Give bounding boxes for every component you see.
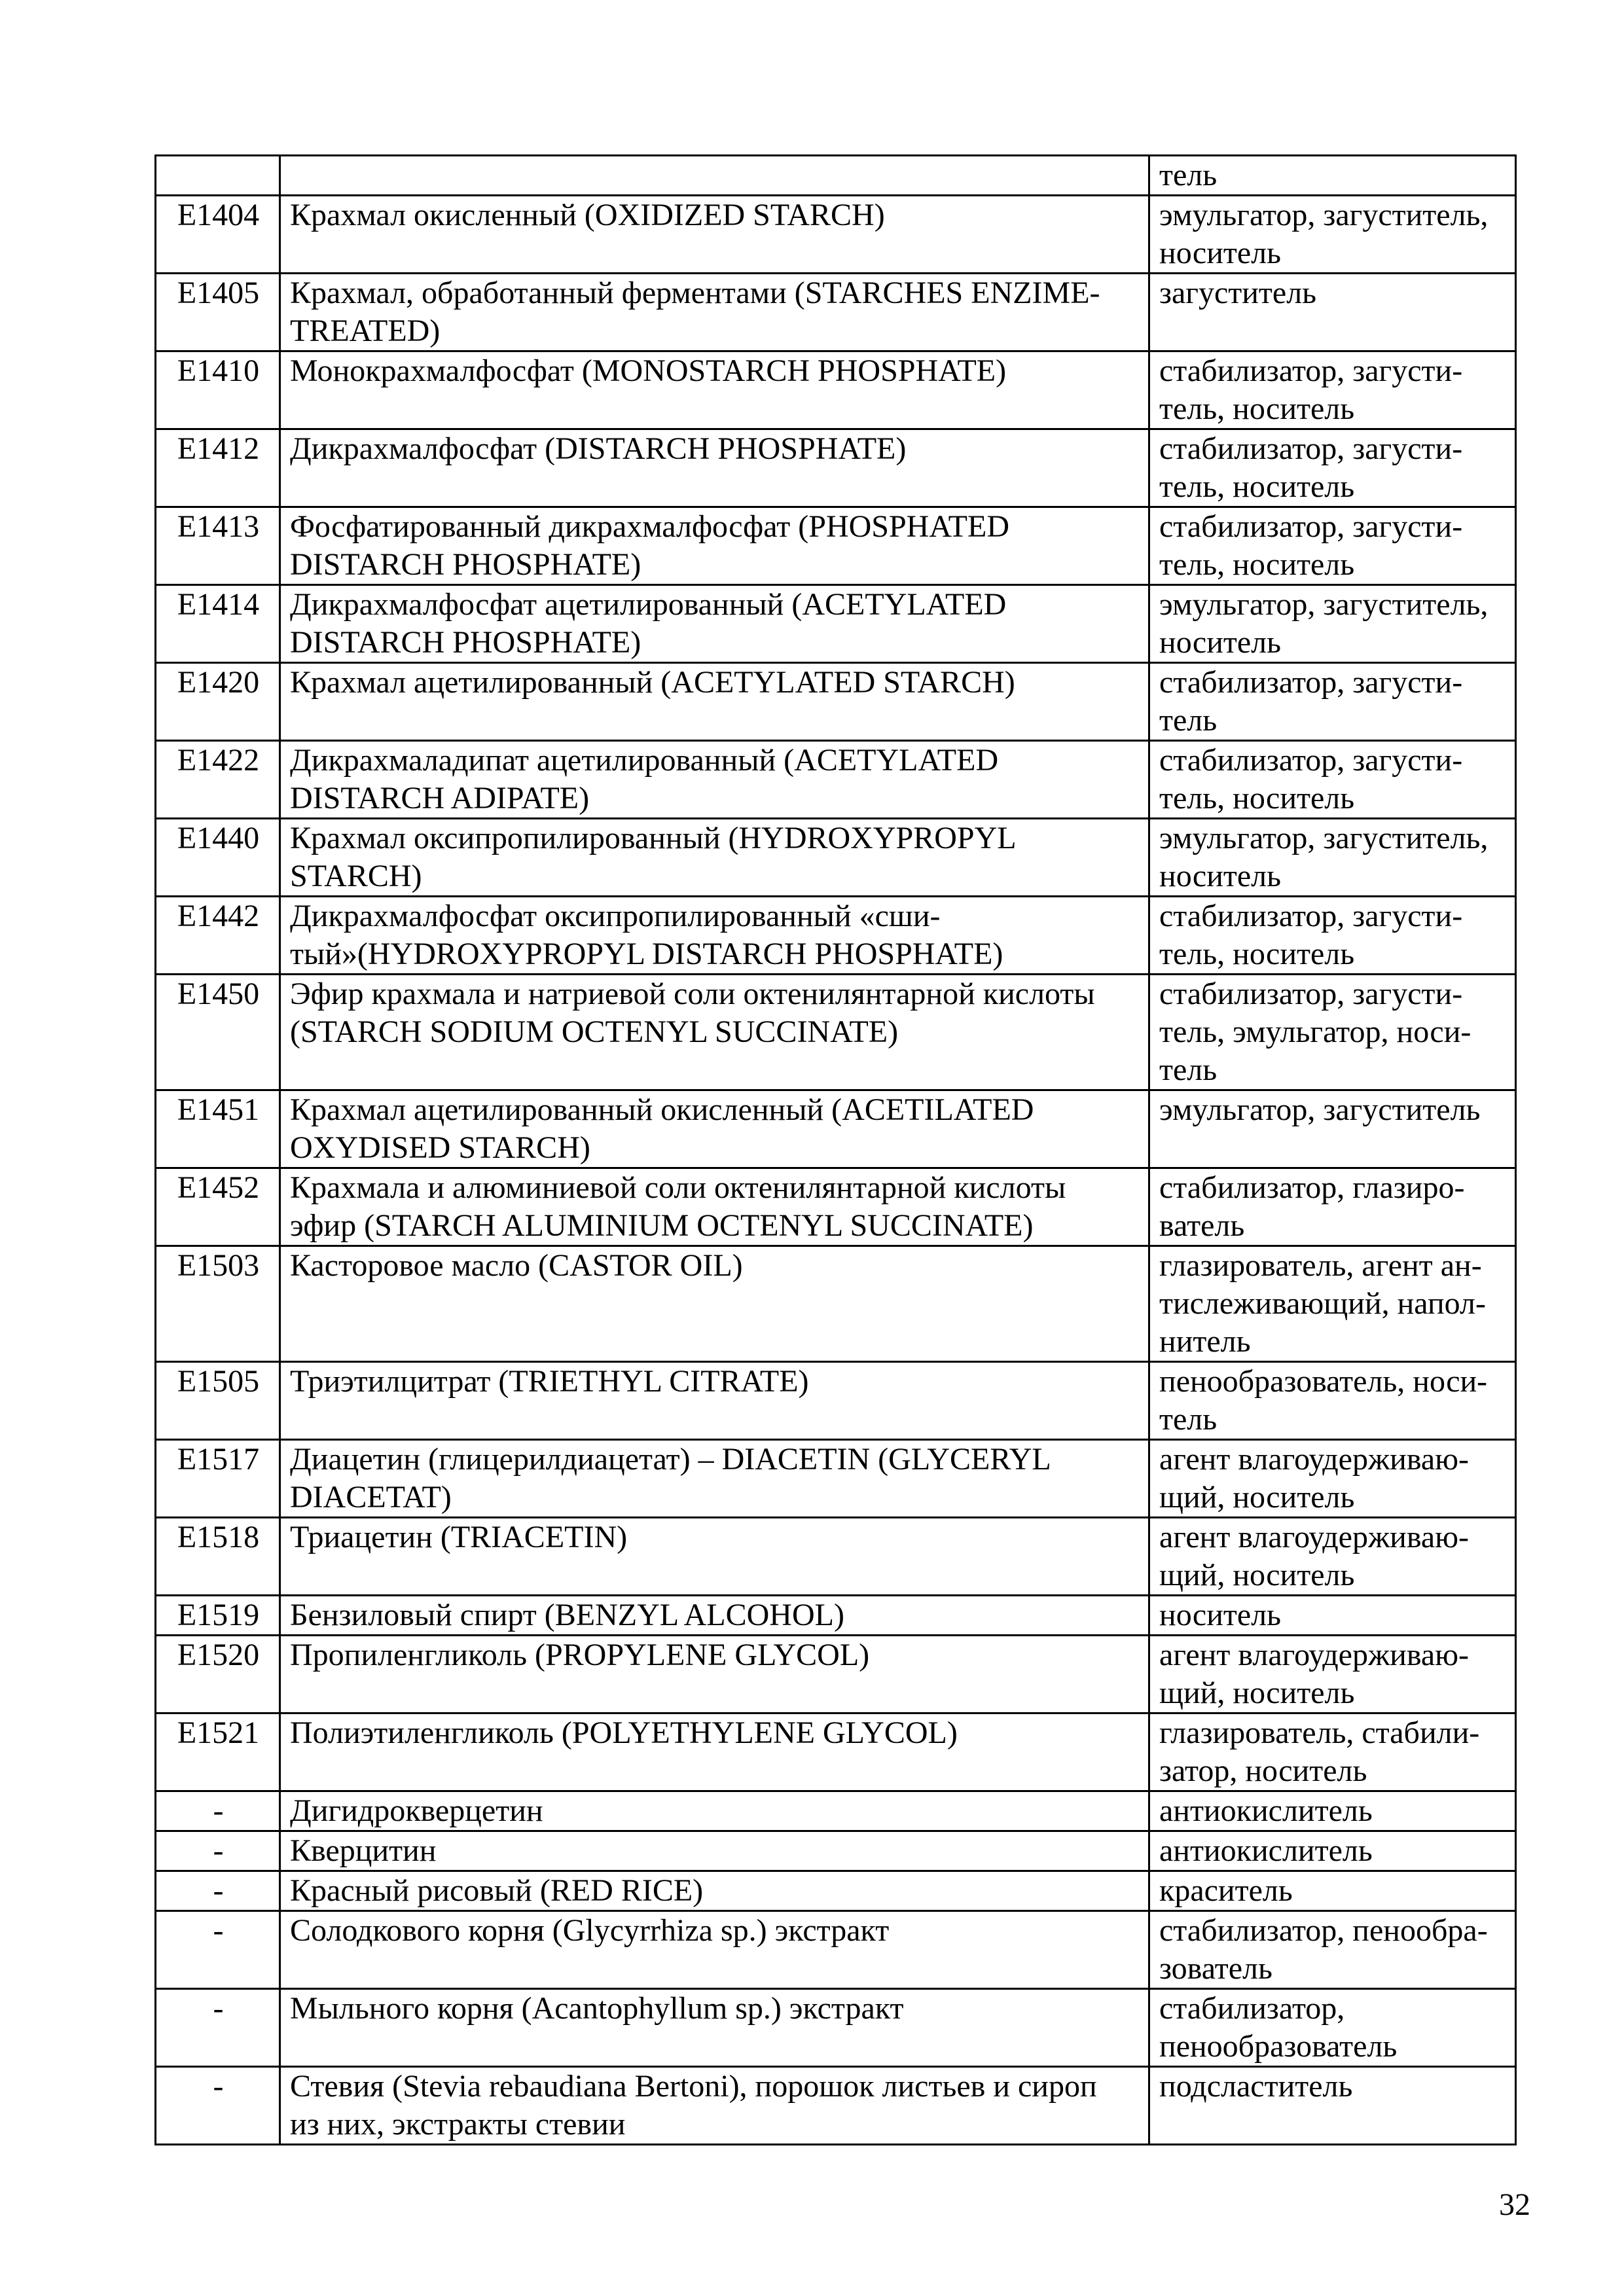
- food-additives-table: [154, 154, 1517, 2145]
- additive-name-cell: Крахмал ацетилированный (ACETYLATED STARCH): [280, 663, 1149, 741]
- additive-code-cell: E1503: [156, 1246, 280, 1362]
- technological-function-cell: загуститель: [1149, 274, 1516, 351]
- additive-name-cell: Эфир крахмала и натриевой соли октенилянтарной кислоты (STARCH SODIUM OCTENYL SUCCINATE): [280, 975, 1149, 1090]
- additive-name-cell: Монокрахмалфосфат (MONOSTARCH PHOSPHATE): [280, 351, 1149, 429]
- technological-function-cell: стабилизатор, загусти- тель, носитель: [1149, 741, 1516, 819]
- additive-code-cell: E1450: [156, 975, 280, 1090]
- technological-function-cell: эмульгатор, загуститель, носитель: [1149, 819, 1516, 897]
- table-row: [156, 1713, 1516, 1791]
- additive-name-cell: Дикрахмаладипат ацетилированный (ACETYLATED DISTARCH ADIPATE): [280, 741, 1149, 819]
- table-row: [156, 196, 1516, 274]
- table-row: [156, 156, 1516, 196]
- additive-code-cell: E1404: [156, 196, 280, 274]
- table-row: [156, 1989, 1516, 2067]
- additive-code-cell: -: [156, 1871, 280, 1911]
- technological-function-cell: пенообразователь, носи- тель: [1149, 1362, 1516, 1440]
- technological-function-cell: стабилизатор, пенообразователь: [1149, 1989, 1516, 2067]
- technological-function-cell: носитель: [1149, 1596, 1516, 1636]
- additive-name-cell: Крахмала и алюминиевой соли октенилянтарной кислоты эфир (STARCH ALUMINIUM OCTENYL SUCCINATE): [280, 1168, 1149, 1246]
- table-row: [156, 1362, 1516, 1440]
- additive-code-cell: E1420: [156, 663, 280, 741]
- additive-name-cell: Крахмал ацетилированный окисленный (ACETILATED OXYDISED STARCH): [280, 1090, 1149, 1168]
- additive-name-cell: Бензиловый спирт (BENZYL ALCOHOL): [280, 1596, 1149, 1636]
- table-row: [156, 274, 1516, 351]
- technological-function-cell: эмульгатор, загуститель: [1149, 1090, 1516, 1168]
- additive-code-cell: E1405: [156, 274, 280, 351]
- additive-code-cell: E1422: [156, 741, 280, 819]
- technological-function-cell: глазирователь, агент ан- тислеживающий, напол- нитель: [1149, 1246, 1516, 1362]
- technological-function-cell: стабилизатор, загусти- тель, носитель: [1149, 507, 1516, 585]
- additive-name-cell: Фосфатированный дикрахмалфосфат (PHOSPHATED DISTARCH PHOSPHATE): [280, 507, 1149, 585]
- additive-name-cell: Крахмал, обработанный ферментами (STARCHES ENZIME- TREATED): [280, 274, 1149, 351]
- additive-code-cell: E1440: [156, 819, 280, 897]
- additive-name-cell: [280, 156, 1149, 196]
- additive-code-cell: -: [156, 1831, 280, 1871]
- table-row: [156, 663, 1516, 741]
- table-row: [156, 1871, 1516, 1911]
- technological-function-cell: антиокислитель: [1149, 1831, 1516, 1871]
- table-row: [156, 1246, 1516, 1362]
- page-number: 32: [1499, 2187, 1530, 2222]
- table-row: [156, 1090, 1516, 1168]
- additive-name-cell: Крахмал оксипропилированный (HYDROXYPROPYL STARCH): [280, 819, 1149, 897]
- table-row: [156, 585, 1516, 663]
- additive-name-cell: Дикрахмалфосфат оксипропилированный «сши- тый»(HYDROXYPROPYL DISTARCH PHOSPHATE): [280, 897, 1149, 975]
- technological-function-cell: подсластитель: [1149, 2067, 1516, 2145]
- additive-code-cell: E1452: [156, 1168, 280, 1246]
- additive-code-cell: E1517: [156, 1440, 280, 1518]
- table-row: [156, 897, 1516, 975]
- additive-code-cell: E1414: [156, 585, 280, 663]
- table-row: [156, 429, 1516, 507]
- additive-name-cell: Крахмал окисленный (OXIDIZED STARCH): [280, 196, 1149, 274]
- additive-name-cell: Дигидрокверцетин: [280, 1791, 1149, 1831]
- additive-code-cell: E1410: [156, 351, 280, 429]
- technological-function-cell: агент влагоудерживаю- щий, носитель: [1149, 1636, 1516, 1713]
- additive-code-cell: E1505: [156, 1362, 280, 1440]
- table-row: [156, 1791, 1516, 1831]
- additive-code-cell: E1413: [156, 507, 280, 585]
- additive-code-cell: -: [156, 2067, 280, 2145]
- additive-name-cell: Мыльного корня (Acantophyllum sp.) экстракт: [280, 1989, 1149, 2067]
- additive-code-cell: E1412: [156, 429, 280, 507]
- additive-code-cell: -: [156, 1989, 280, 2067]
- technological-function-cell: стабилизатор, пенообра- зователь: [1149, 1911, 1516, 1989]
- additive-name-cell: Стевия (Stevia rebaudiana Bertoni), порошок листьев и сироп из них, экстракты стевии: [280, 2067, 1149, 2145]
- additive-code-cell: -: [156, 1791, 280, 1831]
- table-row: [156, 351, 1516, 429]
- technological-function-cell: стабилизатор, глазиро- ватель: [1149, 1168, 1516, 1246]
- table-row: [156, 741, 1516, 819]
- technological-function-cell: агент влагоудерживаю- щий, носитель: [1149, 1518, 1516, 1596]
- additive-name-cell: Кверцитин: [280, 1831, 1149, 1871]
- additive-name-cell: Полиэтиленгликоль (POLYETHYLENE GLYCOL): [280, 1713, 1149, 1791]
- additive-name-cell: Триэтилцитрат (TRIETHYL CITRATE): [280, 1362, 1149, 1440]
- technological-function-cell: стабилизатор, загусти- тель, носитель: [1149, 351, 1516, 429]
- additive-code-cell: E1442: [156, 897, 280, 975]
- technological-function-cell: стабилизатор, загусти- тель, носитель: [1149, 429, 1516, 507]
- table-row: [156, 1440, 1516, 1518]
- table-row: [156, 1596, 1516, 1636]
- technological-function-cell: глазирователь, стабили- затор, носитель: [1149, 1713, 1516, 1791]
- additive-code-cell: [156, 156, 280, 196]
- table-row: [156, 2067, 1516, 2145]
- additive-name-cell: Касторовое масло (CASTOR OIL): [280, 1246, 1149, 1362]
- technological-function-cell: тель: [1149, 156, 1516, 196]
- table-row: [156, 1168, 1516, 1246]
- additive-name-cell: Красный рисовый (RED RICE): [280, 1871, 1149, 1911]
- table-row: [156, 507, 1516, 585]
- additive-code-cell: E1520: [156, 1636, 280, 1713]
- additive-name-cell: Дикрахмалфосфат (DISTARCH PHOSPHATE): [280, 429, 1149, 507]
- technological-function-cell: антиокислитель: [1149, 1791, 1516, 1831]
- additive-name-cell: Диацетин (глицерилдиацетат) – DIACETIN (GLYCERYL DIACETAT): [280, 1440, 1149, 1518]
- technological-function-cell: стабилизатор, загусти- тель, эмульгатор, носи- тель: [1149, 975, 1516, 1090]
- additive-code-cell: E1518: [156, 1518, 280, 1596]
- table-row: [156, 1831, 1516, 1871]
- additive-name-cell: Пропиленгликоль (PROPYLENE GLYCOL): [280, 1636, 1149, 1713]
- technological-function-cell: эмульгатор, загуститель, носитель: [1149, 196, 1516, 274]
- technological-function-cell: агент влагоудерживаю- щий, носитель: [1149, 1440, 1516, 1518]
- technological-function-cell: стабилизатор, загусти- тель: [1149, 663, 1516, 741]
- additive-code-cell: -: [156, 1911, 280, 1989]
- additive-name-cell: Дикрахмалфосфат ацетилированный (ACETYLATED DISTARCH PHOSPHATE): [280, 585, 1149, 663]
- additive-code-cell: E1451: [156, 1090, 280, 1168]
- additive-name-cell: Солодкового корня (Glycyrrhiza sp.) экстракт: [280, 1911, 1149, 1989]
- table-body: [156, 156, 1516, 2145]
- table-row: [156, 1518, 1516, 1596]
- additive-code-cell: E1519: [156, 1596, 280, 1636]
- table-row: [156, 975, 1516, 1090]
- additive-name-cell: Триацетин (TRIACETIN): [280, 1518, 1149, 1596]
- table-row: [156, 819, 1516, 897]
- technological-function-cell: краситель: [1149, 1871, 1516, 1911]
- technological-function-cell: эмульгатор, загуститель, носитель: [1149, 585, 1516, 663]
- table-row: [156, 1911, 1516, 1989]
- additive-code-cell: E1521: [156, 1713, 280, 1791]
- technological-function-cell: стабилизатор, загусти- тель, носитель: [1149, 897, 1516, 975]
- table-row: [156, 1636, 1516, 1713]
